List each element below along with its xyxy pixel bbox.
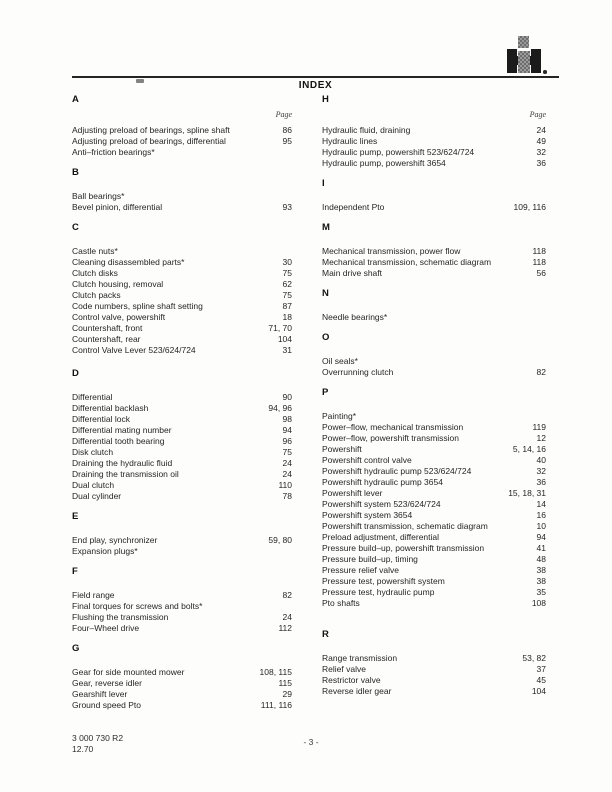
entry-page-numbers: 96 (282, 436, 292, 446)
index-entry (322, 554, 546, 565)
section-heading-D: D (72, 368, 79, 379)
index-entry (72, 268, 292, 279)
entry-page-numbers: 75 (282, 268, 292, 278)
registered-trademark-icon (543, 70, 547, 74)
index-entry (72, 290, 292, 301)
ih-logo (507, 36, 551, 76)
section-heading-C: C (72, 222, 79, 233)
entry-page-numbers: 41 (536, 543, 546, 553)
section-entries (322, 653, 546, 697)
entry-label: Powershift control valve (322, 455, 412, 465)
ih-logo-center-bar (518, 51, 530, 74)
entry-page-numbers: 31 (282, 345, 292, 355)
entry-label: Pressure test, hydraulic pump (322, 587, 435, 597)
entry-label: Castle nuts* (72, 246, 118, 256)
index-entry (72, 436, 292, 447)
entry-label: Anti–friction bearings* (72, 147, 155, 157)
entry-page-numbers: 12 (536, 433, 546, 443)
entry-label: Powershift lever (322, 488, 383, 498)
entry-label: Disk clutch (72, 447, 114, 457)
section-entries (72, 125, 292, 158)
index-entry (322, 455, 546, 466)
entry-page-numbers: 40 (536, 455, 546, 465)
entry-page-numbers: 108, 115 (259, 667, 292, 677)
entry-label: Mechanical transmission, schematic diagram (322, 257, 492, 267)
entry-page-numbers: 62 (282, 279, 292, 289)
index-column-left (72, 95, 292, 711)
entry-label: Powershift system 523/624/724 (322, 499, 441, 509)
entry-page-numbers: 111, 116 (260, 700, 292, 710)
entry-label: Differential (72, 392, 113, 402)
entry-label: Powershift hydraulic pump 523/624/724 (322, 466, 472, 476)
index-section-N (322, 289, 546, 323)
index-entry (72, 392, 292, 403)
index-entry (72, 700, 292, 711)
entry-label: Adjusting preload of bearings, differential (72, 136, 226, 146)
index-entry (72, 678, 292, 689)
section-entries (322, 411, 546, 609)
entry-page-numbers: 24 (536, 125, 546, 135)
index-entry (72, 312, 292, 323)
entry-label: Pressure build–up, powershift transmission (322, 543, 485, 553)
entry-label: Pressure test, powershift system (322, 576, 445, 586)
section-heading-G: G (72, 643, 80, 654)
entry-label: Gear, reverse idler (72, 678, 142, 688)
index-entry (322, 356, 546, 367)
entry-label: Field range (72, 590, 115, 600)
index-entry (72, 623, 292, 634)
section-heading-I: I (322, 178, 325, 189)
index-entry (72, 458, 292, 469)
index-section-F (72, 567, 292, 634)
index-section-A (72, 95, 292, 158)
entry-page-numbers: 38 (536, 565, 546, 575)
entry-label: Ball bearings* (72, 191, 125, 201)
entry-page-numbers: 75 (282, 290, 292, 300)
entry-label: Preload adjustment, differential (322, 532, 440, 542)
entry-label: Overrunning clutch (322, 367, 394, 377)
index-entry (322, 532, 546, 543)
entry-label: Cleaning disassembled parts* (72, 257, 185, 267)
entry-label: Reverse idler gear (322, 686, 392, 696)
entry-page-numbers: 109, 116 (513, 202, 546, 212)
entry-page-numbers: 108 (531, 598, 546, 608)
entry-page-numbers: 32 (536, 466, 546, 476)
index-entry (322, 521, 546, 532)
entry-page-numbers: 82 (282, 590, 292, 600)
index-entry (322, 125, 546, 136)
entry-label: Range transmission (322, 653, 398, 663)
entry-label: Adjusting preload of bearings, spline shaft (72, 125, 230, 135)
index-section-D (72, 369, 292, 502)
entry-label: Countershaft, rear (72, 334, 141, 344)
entry-label: Draining the hydraulic fluid (72, 458, 173, 468)
entry-page-numbers: 115 (278, 678, 292, 688)
entry-page-numbers: 36 (536, 158, 546, 168)
entry-page-numbers: 110 (278, 480, 292, 490)
index-entry (72, 601, 292, 612)
index-entry (72, 403, 292, 414)
entry-label: Code numbers, spline shaft setting (72, 301, 203, 311)
index-entry (72, 125, 292, 136)
entry-page-numbers: 36 (536, 477, 546, 487)
section-heading-O: O (322, 332, 330, 343)
entry-label: Main drive shaft (322, 268, 382, 278)
entry-page-numbers: 90 (282, 392, 292, 402)
index-entry (322, 367, 546, 378)
index-entry (72, 689, 292, 700)
entry-label: Powershift system 3654 (322, 510, 413, 520)
entry-page-numbers: 86 (282, 125, 292, 135)
entry-label: End play, synchronizer (72, 535, 158, 545)
entry-label: Relief valve (322, 664, 366, 674)
entry-page-numbers: 98 (282, 414, 292, 424)
entry-page-numbers: 37 (536, 664, 546, 674)
index-entry (72, 590, 292, 601)
index-section-G (72, 644, 292, 711)
entry-label: Clutch disks (72, 268, 118, 278)
entry-page-numbers: 24 (282, 469, 292, 479)
document-number: 3 000 730 R2 (72, 733, 124, 743)
index-entry (72, 667, 292, 678)
entry-label: Differential backlash (72, 403, 149, 413)
header-rule (72, 76, 559, 78)
index-section-R (322, 630, 546, 697)
entry-page-numbers: 49 (536, 136, 546, 146)
index-entry (72, 246, 292, 257)
section-heading-E: E (72, 511, 79, 522)
index-entry (322, 587, 546, 598)
entry-label: Ground speed Pto (72, 700, 141, 710)
page-column-label: Page (529, 110, 546, 119)
index-entry (322, 202, 546, 213)
entry-page-numbers: 78 (282, 491, 292, 501)
entry-label: Gearshift lever (72, 689, 128, 699)
section-entries (322, 202, 546, 213)
section-heading-A: A (72, 94, 79, 105)
index-entry (72, 535, 292, 546)
index-section-P (322, 388, 546, 609)
ih-logo-dot-icon (518, 36, 530, 48)
entry-label: Clutch housing, removal (72, 279, 164, 289)
entry-page-numbers: 32 (536, 147, 546, 157)
section-entries (72, 535, 292, 557)
entry-page-numbers: 30 (282, 257, 292, 267)
entry-label: Bevel pinion, differential (72, 202, 163, 212)
entry-page-numbers: 93 (282, 202, 292, 212)
entry-label: Gear for side mounted mower (72, 667, 185, 677)
index-section-O (322, 333, 546, 378)
index-column-right (322, 95, 546, 697)
index-section-B (72, 168, 292, 213)
index-entry (72, 345, 292, 356)
entry-page-numbers: 24 (282, 458, 292, 468)
entry-page-numbers: 35 (536, 587, 546, 597)
entry-label: Hydraulic fluid, draining (322, 125, 411, 135)
entry-page-numbers: 38 (536, 576, 546, 586)
index-entry (72, 279, 292, 290)
index-entry (322, 158, 546, 169)
index-entry (322, 653, 546, 664)
entry-page-numbers: 104 (531, 686, 546, 696)
entry-label: Dual cylinder (72, 491, 122, 501)
entry-label: Pressure build–up, timing (322, 554, 418, 564)
index-entry (72, 546, 292, 557)
entry-page-numbers: 118 (532, 257, 546, 267)
index-entry (322, 598, 546, 609)
entry-label: Needle bearings* (322, 312, 388, 322)
entry-label: Hydraulic pump, powershift 523/624/724 (322, 147, 475, 157)
index-entry (322, 411, 546, 422)
section-heading-F: F (72, 566, 78, 577)
section-heading-H: H (322, 94, 329, 105)
entry-page-numbers: 45 (536, 675, 546, 685)
index-entry (322, 675, 546, 686)
entry-label: Power–flow, powershift transmission (322, 433, 460, 443)
section-entries (72, 246, 292, 356)
entry-label: Powershift transmission, schematic diagram (322, 521, 488, 531)
entry-label: Draining the transmission oil (72, 469, 179, 479)
index-entry (322, 268, 546, 279)
index-entry (322, 565, 546, 576)
entry-page-numbers: 112 (278, 623, 292, 633)
entry-label: Final torques for screws and bolts* (72, 601, 203, 611)
index-entry (322, 433, 546, 444)
index-entry (72, 323, 292, 334)
section-heading-B: B (72, 167, 79, 178)
entry-label: Expansion plugs* (72, 546, 138, 556)
index-entry (72, 191, 292, 202)
section-heading-M: M (322, 222, 330, 233)
index-entry (322, 664, 546, 675)
index-entry (72, 136, 292, 147)
section-entries (322, 246, 546, 279)
entry-label: Pressure relief valve (322, 565, 400, 575)
entry-page-numbers: 104 (277, 334, 292, 344)
entry-label: Differential mating number (72, 425, 172, 435)
index-entry (72, 147, 292, 158)
index-entry (322, 257, 546, 268)
entry-page-numbers: 95 (282, 136, 292, 146)
entry-label: Restrictor valve (322, 675, 381, 685)
index-entry (322, 686, 546, 697)
page-number: - 3 - (303, 737, 319, 747)
index-entry (322, 312, 546, 323)
section-heading-P: P (322, 387, 329, 398)
entry-label: Powershift (322, 444, 362, 454)
index-entry (322, 147, 546, 158)
entry-label: Dual clutch (72, 480, 115, 490)
section-entries (72, 392, 292, 502)
index-entry (72, 334, 292, 345)
section-entries (72, 667, 292, 711)
index-entry (72, 480, 292, 491)
document-date: 12.70 (72, 744, 94, 754)
entry-page-numbers: 5, 14, 16 (512, 444, 546, 454)
entry-label: Independent Pto (322, 202, 385, 212)
entry-label: Pto shafts (322, 598, 360, 608)
entry-page-numbers: 29 (282, 689, 292, 699)
entry-label: Control valve, powershift (72, 312, 166, 322)
index-entry (322, 543, 546, 554)
entry-label: Hydraulic lines (322, 136, 378, 146)
index-entry (322, 477, 546, 488)
entry-page-numbers: 24 (282, 612, 292, 622)
entry-page-numbers: 94, 96 (268, 403, 292, 413)
index-entry (72, 612, 292, 623)
index-section-C (72, 223, 292, 356)
section-entries (322, 125, 546, 169)
entry-page-numbers: 118 (532, 246, 546, 256)
section-entries (322, 356, 546, 378)
entry-label: Flushing the transmission (72, 612, 169, 622)
index-entry (322, 488, 546, 499)
index-entry (322, 444, 546, 455)
entry-page-numbers: 59, 80 (268, 535, 292, 545)
entry-label: Oil seals* (322, 356, 358, 366)
index-section-E (72, 512, 292, 557)
index-entry (322, 466, 546, 477)
entry-page-numbers: 75 (282, 447, 292, 457)
section-entries (72, 191, 292, 213)
page-column-label: Page (275, 110, 292, 119)
entry-page-numbers: 15, 18, 31 (508, 488, 546, 498)
entry-page-numbers: 48 (536, 554, 546, 564)
index-entry (322, 499, 546, 510)
entry-page-numbers: 16 (536, 510, 546, 520)
page-title: INDEX (298, 80, 333, 91)
entry-label: Control Valve Lever 523/624/724 (72, 345, 196, 355)
entry-page-numbers: 14 (536, 499, 546, 509)
index-entry (72, 491, 292, 502)
entry-page-numbers: 18 (282, 312, 292, 322)
entry-page-numbers: 53, 82 (522, 653, 546, 663)
entry-page-numbers: 87 (282, 301, 292, 311)
index-section-M (322, 223, 546, 279)
entry-label: Power–flow, mechanical transmission (322, 422, 464, 432)
entry-label: Hydraulic pump, powershift 3654 (322, 158, 446, 168)
entry-label: Differential lock (72, 414, 130, 424)
entry-page-numbers: 10 (536, 521, 546, 531)
section-heading-R: R (322, 629, 329, 640)
index-entry (322, 510, 546, 521)
entry-label: Painting* (322, 411, 357, 421)
index-entry (72, 469, 292, 480)
index-entry (72, 257, 292, 268)
index-section-H (322, 95, 546, 169)
entry-label: Four–Wheel drive (72, 623, 140, 633)
entry-page-numbers: 71, 70 (268, 323, 292, 333)
entry-label: Mechanical transmission, power flow (322, 246, 461, 256)
index-entry (72, 447, 292, 458)
index-entry (72, 301, 292, 312)
entry-page-numbers: 82 (536, 367, 546, 377)
index-entry (72, 414, 292, 425)
index-entry (72, 425, 292, 436)
entry-page-numbers: 94 (536, 532, 546, 542)
index-entry (322, 246, 546, 257)
entry-page-numbers: 94 (282, 425, 292, 435)
section-entries (322, 312, 546, 323)
entry-label: Clutch packs (72, 290, 121, 300)
index-entry (72, 202, 292, 213)
index-entry (322, 422, 546, 433)
index-section-I (322, 179, 546, 213)
index-entry (322, 136, 546, 147)
entry-label: Differential tooth bearing (72, 436, 165, 446)
entry-label: Countershaft, front (72, 323, 143, 333)
section-entries (72, 590, 292, 634)
entry-page-numbers: 119 (532, 422, 546, 432)
section-heading-N: N (322, 288, 329, 299)
index-entry (322, 576, 546, 587)
entry-page-numbers: 56 (536, 268, 546, 278)
entry-label: Powershift hydraulic pump 3654 (322, 477, 443, 487)
